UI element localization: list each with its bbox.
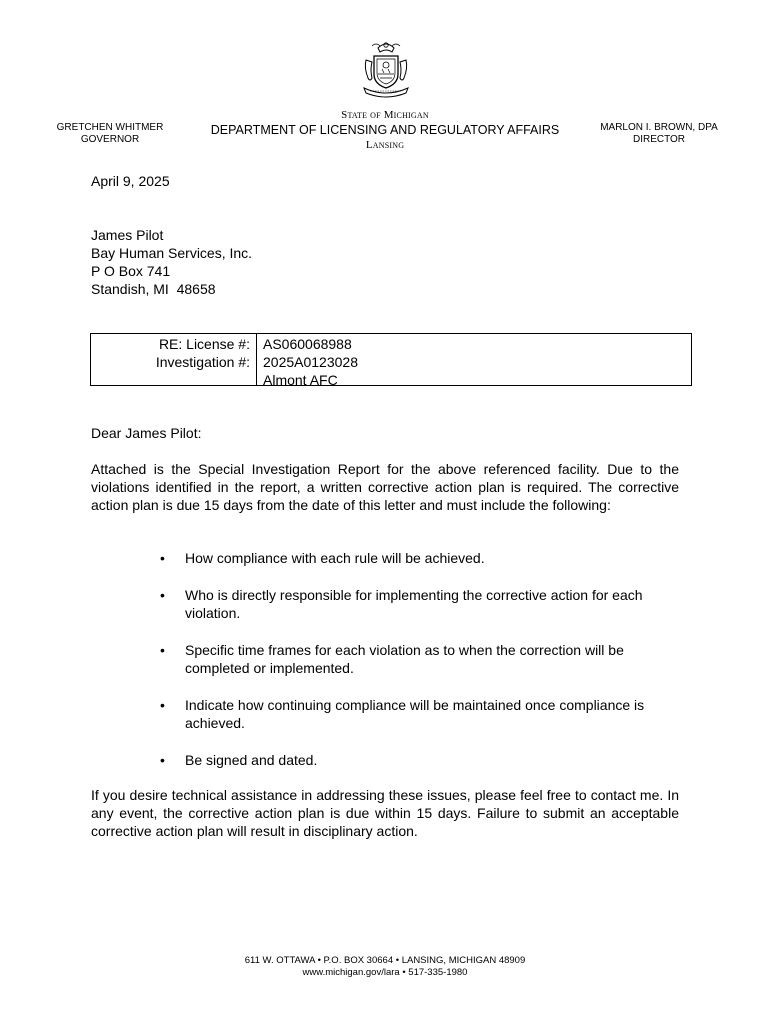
- intro-paragraph: Attached is the Special Investigation Report for the above referenced facility. Due to the violations identified in the report, a written corrective action plan is required. The corrective action plan is due 15 days from the date of this letter and must include the following:: [91, 461, 679, 513]
- director-block: [592, 122, 726, 146]
- closing-paragraph: If you desire technical assistance in addressing these issues, please feel free to contact me. In any event, the corrective action plan is due within 15 days. Failure to submit an acceptable corrective action plan will result in disciplinary action.: [91, 787, 679, 839]
- director-title: DIRECTOR: [632, 134, 686, 145]
- salutation: Dear James Pilot:: [91, 425, 202, 441]
- footer: [185, 955, 585, 979]
- recipient-name: James Pilot: [91, 227, 164, 243]
- list-item: • Indicate how continuing compliance will be maintained once compliance is achieved.: [160, 697, 645, 731]
- director-name: MARLON I. BROWN, DPA: [600, 122, 718, 133]
- list-item: • Be signed and dated.: [160, 752, 318, 768]
- list-item: • Who is directly responsible for implementing the corrective action for each violation.: [160, 587, 643, 621]
- michigan-state-seal-icon: [358, 38, 414, 98]
- bullet-icon: •: [160, 752, 165, 768]
- bullet-icon: •: [160, 697, 165, 713]
- reference-labels: [91, 334, 257, 385]
- facility-name: Almont AFC: [263, 372, 338, 388]
- bullet-icon: •: [160, 550, 165, 566]
- governor-name: GRETCHEN WHITMER: [56, 122, 164, 133]
- city-name: Lansing: [365, 139, 405, 151]
- governor-block: [50, 122, 170, 146]
- list-item: • Specific time frames for each violation as to when the correction will be completed or implemented.: [160, 642, 624, 676]
- governor-title: GOVERNOR: [80, 134, 140, 145]
- footer-address: 611 W. OTTAWA • P.O. BOX 30664 • LANSING, MICHIGAN 48909: [244, 955, 526, 966]
- reference-values: [263, 334, 358, 389]
- requirements-list: [160, 549, 680, 788]
- state-name: State of Michigan: [341, 109, 429, 121]
- recipient-address-line: P O Box 741: [91, 263, 171, 279]
- license-label: RE: License #:: [158, 336, 250, 352]
- list-item: • How compliance with each rule will be achieved.: [160, 550, 485, 566]
- recipient-organization: Bay Human Services, Inc.: [91, 245, 253, 261]
- license-number: AS060068988: [263, 336, 352, 352]
- investigation-number: 2025A0123028: [263, 354, 358, 370]
- department-header: [190, 108, 580, 152]
- recipient-address: [91, 226, 252, 298]
- investigation-label: Investigation #:: [155, 354, 250, 370]
- footer-contact: www.michigan.gov/lara • 517-335-1980: [302, 967, 468, 978]
- letter-date: April 9, 2025: [91, 173, 170, 189]
- recipient-city-state-zip: Standish, MI 48658: [91, 281, 216, 297]
- reference-box: [90, 333, 692, 386]
- department-name: DEPARTMENT OF LICENSING AND REGULATORY AFFAIRS: [210, 123, 560, 137]
- bullet-icon: •: [160, 642, 165, 658]
- bullet-icon: •: [160, 587, 165, 603]
